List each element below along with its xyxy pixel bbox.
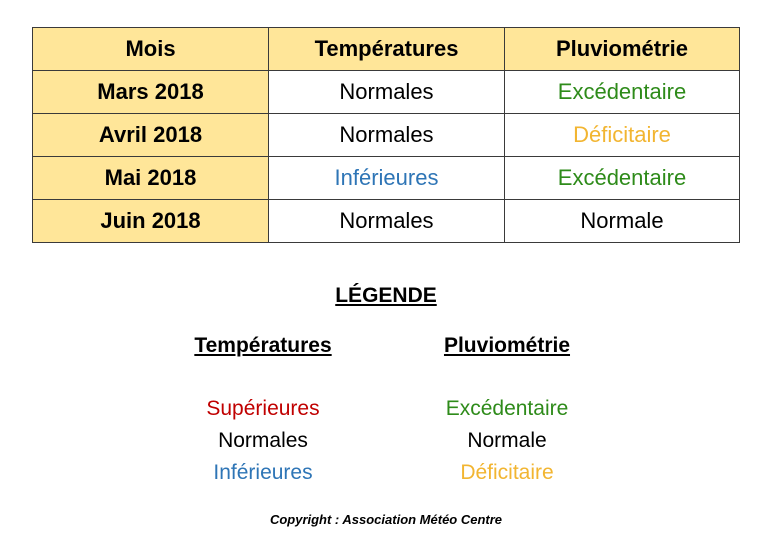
month-cell: Mai 2018 [33, 157, 269, 200]
rainfall-cell: Déficitaire [505, 114, 740, 157]
legend-item: Normales [218, 429, 308, 452]
legend-item: Normale [467, 429, 547, 452]
legend-item: Déficitaire [460, 461, 554, 484]
month-cell: Juin 2018 [33, 200, 269, 243]
legend-pluviometrie-list [407, 393, 607, 489]
copyright-notice: Copyright : Association Météo Centre [269, 512, 503, 527]
temperature-cell: Normales [269, 71, 505, 114]
climate-summary-table [32, 27, 740, 243]
header-mois: Mois [33, 28, 269, 71]
temperature-cell: Normales [269, 200, 505, 243]
temperature-cell: Normales [269, 114, 505, 157]
legend-item: Excédentaire [445, 397, 569, 420]
legend-pluviometrie-heading: Pluviométrie [443, 334, 571, 357]
table-row [33, 200, 740, 243]
legend-temperatures-list [163, 393, 363, 489]
legend-item: Inférieures [213, 461, 313, 484]
rainfall-cell: Excédentaire [505, 157, 740, 200]
legend-item: Supérieures [206, 397, 320, 420]
table-row [33, 157, 740, 200]
table-row [33, 71, 740, 114]
legend-title: LÉGENDE [335, 284, 437, 307]
legend-temperatures-heading: Températures [194, 334, 332, 357]
rainfall-cell: Excédentaire [505, 71, 740, 114]
table-row [33, 114, 740, 157]
table-header-row [33, 28, 740, 71]
legend-pluviometrie-column [407, 331, 607, 489]
month-cell: Avril 2018 [33, 114, 269, 157]
month-cell: Mars 2018 [33, 71, 269, 114]
legend-temperatures-column [163, 331, 363, 489]
header-temperatures: Températures [269, 28, 505, 71]
temperature-cell: Inférieures [269, 157, 505, 200]
rainfall-cell: Normale [505, 200, 740, 243]
header-pluviometrie: Pluviométrie [505, 28, 740, 71]
